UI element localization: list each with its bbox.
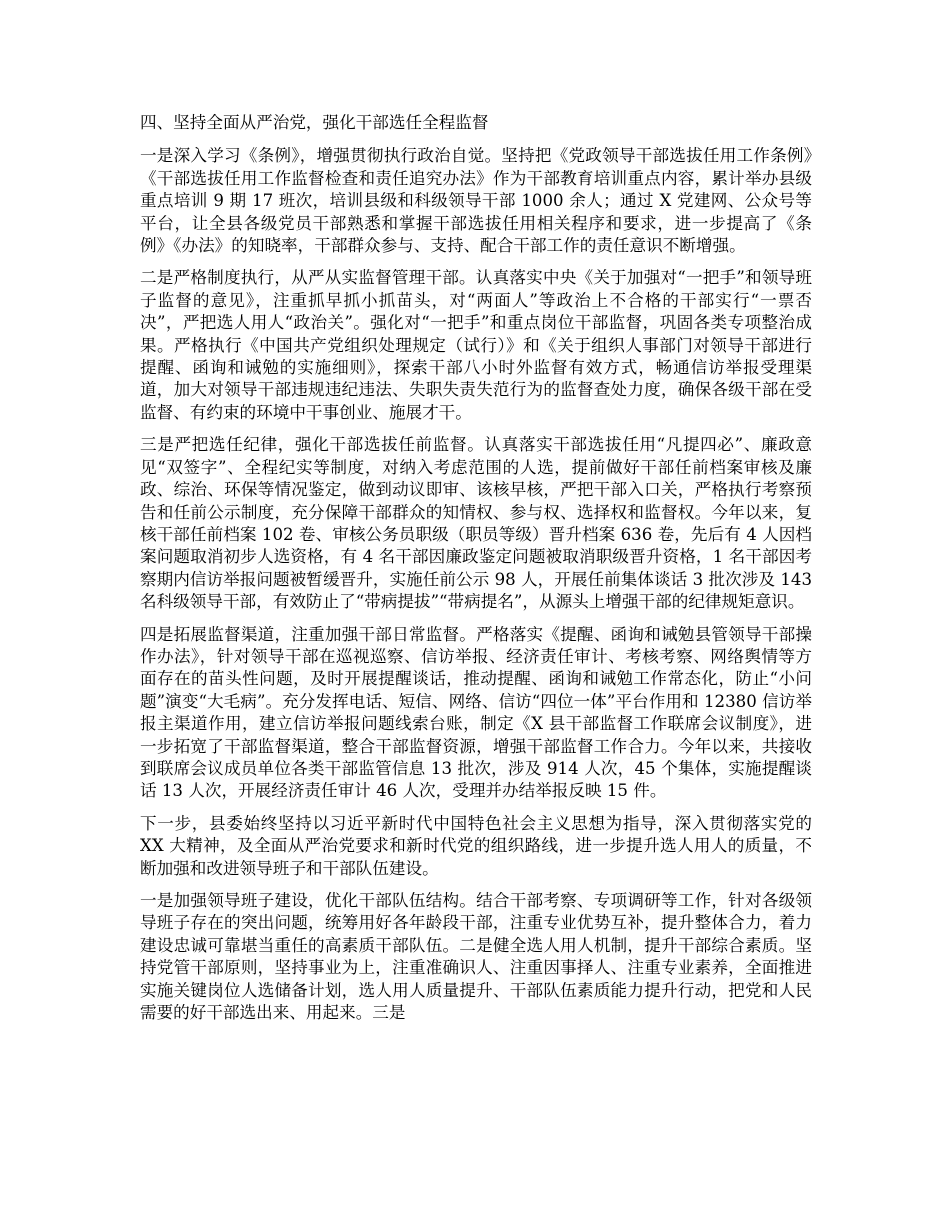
- paragraph-supervision-channels: 四是拓展监督渠道，注重加强干部日常监督。严格落实《提醒、函询和诫勉县管领导干部操作办法》，针对领导干部在巡视巡察、信访举报、经济责任审计、考核考察、网络舆情等方面存在的苗头性问题，及时开展提醒谈话，推动提醒、函询和诫勉工作常态化，防止“小问题”演变“大毛病”。充分发挥电话、短信、网络、信访“四位一体”平台作用和 12380 信访举报主渠道作用，建立信访举报问题线索台账，制定《X 县干部监督工作联席会议制度》，进一步拓宽了干部监督渠道，整合干部监督资源，增强干部监督工作合力。今年以来，共接收到联席会议成员单位各类干部监管信息 13 批次，涉及 914 人次，45 个集体，实施提醒谈话 13 人次，开展经济责任审计 46 人次，受理并办结举报反映 15 件。: [140, 624, 812, 801]
- document-page: [140, 112, 812, 1034]
- paragraph-leadership-building: 一是加强领导班子建设，优化干部队伍结构。结合干部考察、专项调研等工作，针对各级领导班子存在的突出问题，统筹用好各年龄段干部，注重专业优势互补，提升整体合力，着力建设忠诚可靠堪当重任的高素质干部队伍。二是健全选人用人机制，提升干部综合素质。坚持党管干部原则，坚持事业为上，注重准确识人、注重因事择人、注重专业素养，全面推进实施关键岗位人选储备计划，选人用人质量提升、干部队伍素质能力提升行动，把党和人民需要的好干部选出来、用起来。三是: [140, 891, 812, 1023]
- paragraph-next-steps: 下一步，县委始终坚持以习近平新时代中国特色社会主义思想为指导，深入贯彻落实党的 XX 大精神，及全面从严治党要求和新时代党的组织路线，进一步提升选人用人的质量，不断加强和改进领导班子和干部队伍建设。: [140, 813, 812, 878]
- paragraph-study-regulations: 一是深入学习《条例》，增强贯彻执行政治自觉。坚持把《党政领导干部选拔任用工作条例》《干部选拔任用工作监督检查和责任追究办法》作为干部教育培训重点内容，累计举办县级重点培训 9 期 17 班次，培训县级和科级领导干部 1000 余人；通过 X 党建网、公众号等平台，让全县各级党员干部熟悉和掌握干部选拔任用相关程序和要求，进一步提高了《条例》《办法》的知晓率，干部群众参与、支持、配合干部工作的责任意识不断增强。: [140, 146, 812, 256]
- paragraph-strict-system: 二是严格制度执行，从严从实监督管理干部。认真落实中央《关于加强对“一把手”和领导班子监督的意见》，注重抓早抓小抓苗头，对“两面人”等政治上不合格的干部实行“一票否决”，严把选人用人“政治关”。强化对“一把手”和重点岗位干部监督，巩固各类专项整治成果。严格执行《中国共产党组织处理规定（试行）》和《关于组织人事部门对领导干部进行提醒、函询和诫勉的实施细则》，探索干部八小时外监督有效方式，畅通信访举报受理渠道，加大对领导干部违规违纪违法、失职失责失范行为的监督查处力度，确保各级干部在受监督、有约束的环境中干事创业、施展才干。: [140, 268, 812, 422]
- section-heading: 四、坚持全面从严治党，强化干部选任全程监督: [140, 113, 489, 132]
- paragraph-selection-discipline: 三是严把选任纪律，强化干部选拔任前监督。认真落实干部选拔任用“凡提四必”、廉政意见“双签字”、全程纪实等制度，对纳入考虑范围的人选，提前做好干部任前档案审核及廉政、综治、环保等情况鉴定，做到动议即审、该核早核，严把干部入口关，严格执行考察预告和任前公示制度，充分保障干部群众的知情权、参与权、选择权和监督权。今年以来，复核干部任前档案 102 卷、审核公务员职级（职员等级）晋升档案 636 卷，先后有 4 人因档案问题取消初步人选资格，有 4 名干部因廉政鉴定问题被取消职级晋升资格，1 名干部因考察期内信访举报问题被暂缓晋升，实施任前公示 98 人，开展任前集体谈话 3 批次涉及 143 名科级领导干部，有效防止了“带病提拔”“带病提名”，从源头上增强干部的纪律规矩意识。: [140, 435, 812, 612]
